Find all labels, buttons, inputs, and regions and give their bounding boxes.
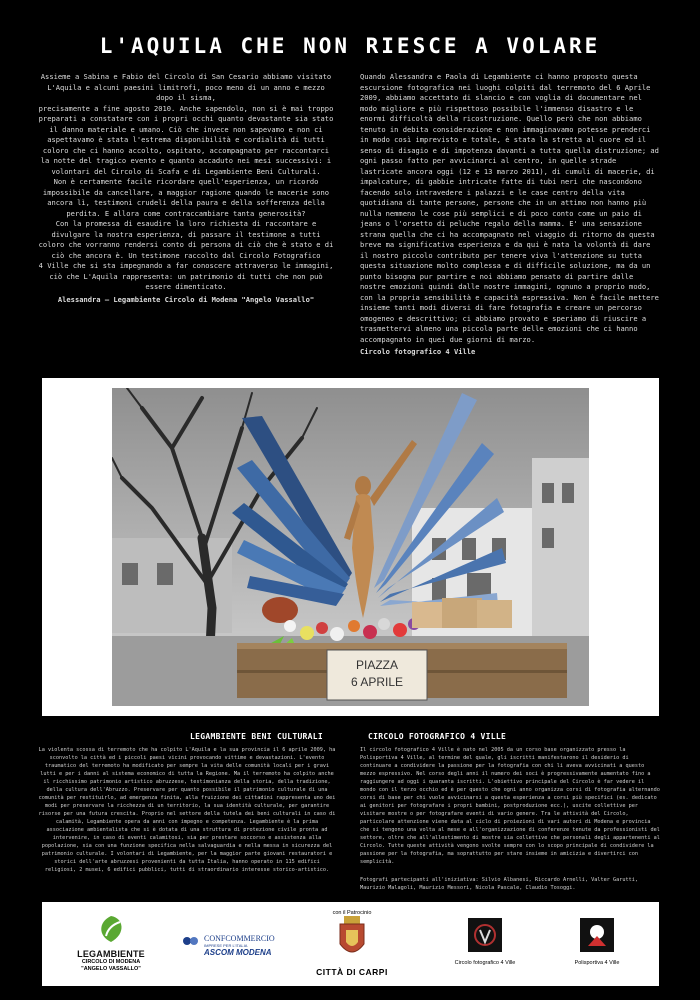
circolo-paragraph: Il circolo fotografico 4 Ville è nato nel 2005 da un corso base organizzato presso la Polisportiva 4 Ville, al termine del quale, gli iscritti manifestarono il desiderio di continuare a condividere la passione per la fotografia con chi li aveva avvicinati a questo mezzo espressivo. Nel corso degli anni il numero dei soci è progressivamente aumentato fino a raggiungere ad oggi i quaranta iscritti. L'obiettivo principale del Circolo è far vedere il mondo con il terzo occhio ed è per questo che ogni anno organizza corsi di fotografia alternando corsi di base per chi vuole avvicinarsi a questa esperienza a corsi più specifici (es. dedicato ai genitori per fotografare i propri bambini, postproduzione ecc.), uscite collettive per visitare mostre o per fotografare eventi di vario genere. Tra le attività del Circolo, particolare attenzione viene data al ciclo di proiezioni di vari autori di Modena e provincia che si tengono una volta al mese e all'organizzazione di conferenze tenute da professionisti del settore, oltre che all'allestimento di mostre sia collettive che personali degli appartenenti al Circolo. Tutte queste attività vengono svolte sempre con lo scopo principale di condividere la passione per la fotografia, ma soprattutto per stare insieme in amicizia e divertirci con semplicità.	[360, 747, 660, 865]
circolo-heading: CIRCOLO FOTOGRAFICO 4 VILLE	[368, 732, 507, 741]
polisportiva-caption: Polisportiva 4 Ville	[574, 960, 620, 966]
circolo-text	[360, 746, 660, 892]
confcommercio-mark-icon	[182, 934, 200, 948]
carpi-logo	[312, 910, 392, 977]
left-paragraph-4: Con la promessa di esaudire la loro richiesta di raccontare e divulgare la nostra esperienza, di passare il testimone a tutti coloro che vorranno rendersi conto di persona di ciò che è stato e di ciò che ancora è. Un testimone raccolto dal Circolo Fotografico	[38, 219, 334, 260]
left-signature: Alessandra – Legambiente Circolo di Modena "Angelo Vassallo"	[57, 294, 315, 304]
legambiente-logo	[56, 914, 166, 973]
poster-title: L'AQUILA CHE NON RIESCE A VOLARE	[99, 34, 601, 58]
left-paragraph-3: Non è certamente facile ricordare quell'esperienza, un ricordo impossibile da cancellare, a maggior ragione quando le macerie sono ancora lì, testimoni crudeli della paura e della sofferenza della perdita. E allora come contraccambiare tanta generosità?	[42, 177, 330, 218]
legambiente-text	[38, 746, 336, 874]
left-text-column	[38, 72, 334, 305]
plaque-line-2: 6 APRILE	[350, 675, 404, 689]
right-paragraph: Quando Alessandra e Paola di Legambiente ci hanno proposto questa escursione fotografica nei luoghi colpiti dal terremoto del 6 Aprile 2009, abbiamo accettato di slancio e con voglia di documentare nel modo migliore e più rispettoso possibile l'immenso disastro e le enormi difficoltà della ricostruzione. Quello però che non abbiamo tenuto in debita considerazione e non immaginavamo potesse prenderci in modo così imprevisto e totale, è stata la stretta al cuore ed il senso di disagio e di impotenza davanti a tutta quella distruzione; ad ogni passo fatto per avvicinarci al centro, in quelle strade lastricate ancora oggi (12 e 13 marzo 2011), di cumuli di macerie, di impalcature, di gabbie intricate fatte di tubi neri che nascondono facendo solo intravedere i palazzi e le case centro della vita quotidiana di tante persone, persone che in un attimo non hanno più nulla nemmeno le cose più semplici e di poco conto come un paio di jeans o l'orsetto di peluche regalo della mamma. E' una sensazione strana quella che ci ha accompagnato nel viaggio di ritorno da questa breve ma significativa esperienza e da qui è nata la volontà di dare il nostro piccolo contributo per tenere viva l'attenzione su tutta questa situazione molto complessa e di difficile soluzione, ma da un punto bisogna pur partire e noi abbiamo pensato di partire dalle nostre emozioni quindi dalle nostre immagini, ognuno a proprio modo, con la propria sensibilità e capacità espressiva. Non è facile mettere insieme tanti modi diversi di fare fotografia e creare un percorso omogeneo e descrittivo; ci abbiamo provato e speriamo di riuscire a trasmettervi almeno una piccola parte delle emozioni che ci hanno accompagnato in quei due giorni di marzo.	[360, 72, 659, 344]
carpi-crest-icon	[336, 916, 368, 962]
left-paragraph-5: 4 Ville che si sta impegnando a far conoscere attraverso le immagini, ciò che L'Aquila rappresenta: un patrimonio di tutti che non può essere dimenticato.	[38, 261, 334, 291]
legambiente-heading: LEGAMBIENTE BENI CULTURALI	[190, 732, 324, 741]
legambiente-leaf-icon	[94, 914, 128, 944]
participants-list: Fotografi partecipanti all'iniziativa: Silvio Albanesi, Riccardo Arnelli, Valter Garutti, Maurizio Malagoli, Maurizio Messori, Nicola Pascale, Claudio Tosoggi.	[360, 877, 638, 891]
right-text-column	[360, 72, 660, 358]
right-signature: Circolo fotografico 4 Ville	[360, 347, 476, 356]
plaque-line-1: PIAZZA	[355, 658, 399, 672]
left-paragraph-1: Assieme a Sabina e Fabio del Circolo di San Cesario abbiamo visitato L'Aquila e alcuni paesini limitrofi, poco meno di un anno e mezzo dopo il sisma,	[40, 72, 332, 102]
legambiente-sub2: "ANGELO VASSALLO"	[81, 966, 141, 972]
confcommercio-logo	[182, 934, 292, 957]
sponsor-footer	[42, 902, 659, 986]
legambiente-name: LEGAMBIENTE	[77, 949, 145, 959]
confcommercio-name: CONFCOMMERCIO	[204, 934, 275, 943]
circolo-emblem-icon	[468, 918, 502, 952]
polisportiva-logo	[547, 918, 647, 966]
photo-frame	[42, 378, 659, 716]
polisportiva-emblem-icon	[580, 918, 614, 952]
memorial-illustration	[112, 388, 589, 706]
circolo-logo	[440, 918, 530, 966]
left-paragraph-2: precisamente a fine agosto 2010. Anche sapendolo, non si è mai troppo preparati a constatare con i propri occhi quanto devastante sia stato il danno materiale e umano. Ciò che invece non sapevamo e non ci aspettavamo è stata l'estrema disponibilità e cordialità di tutti coloro che ci hanno accolto, ospitato, accompagnato per raccontarci la notte del tragico evento e quanto accaduto nei mesi successivi: i volontari del Circolo di Scafa e di Legambiente Beni Culturali.	[38, 103, 334, 176]
memorial-photo	[112, 388, 589, 706]
carpi-name: CITTÀ DI CARPI	[316, 967, 388, 977]
confcommercio-sub: IMPRESE PER L'ITALIA	[204, 943, 248, 948]
ascom-name: ASCOM MODENA	[204, 948, 272, 957]
circolo-caption: Circolo fotografico 4 Ville	[454, 960, 516, 966]
legambiente-sub1: CIRCOLO DI MODENA	[81, 959, 141, 965]
legambiente-paragraph: La violenta scossa di terremoto che ha colpito L'Aquila e la sua provincia il 6 aprile 2009, ha sconvolto la città ed i piccoli paesi vicini provocando vittime e devastazioni. L'evento traumatico del terremoto ha modificato per sempre la vita delle comunità locali per i gravi lutti e per i danni al sistema economico di tutta la Regione. Ma il terremoto ha colpito anche il ricchissimo patrimonio artistico abruzzese, testimonianza della storia, della tradizione, della cultura dell'Abruzzo. Preservare per quanto possibile il patrimonio culturale di una comunità per restituirlo, ad emergenza finita, alla fruizione dei cittadini rappresenta uno dei modi per preservare la ricchezza di un territorio, la sua identità culturale, per garantire risorse per una futura crescita. Proprio nel settore della tutela dei beni culturali in caso di calamità, Legambiente opera da anni con impegno e competenza. Legambiente è la prima associazione ambientalista che si è dotata di una struttura di protezione civile pronta ad intervenire, in caso di eventi calamitosi, sia per prestare soccorso e assistenza alla popolazione, sia con una funzione specifica nella salvaguardia e nella messa in sicurezza del patrimonio culturale. I volontari di Legambiente, per la maggior parte giovani restauratori e storici dell'arte abruzzesi provenienti da tutta Italia, hanno operato in 115 edifici religiosi, 2 musei, 6 edifici pubblici, tutti di straordinario interesse storico-artistico.	[38, 747, 336, 873]
carpi-patronage: con il Patrocinio	[332, 910, 372, 916]
